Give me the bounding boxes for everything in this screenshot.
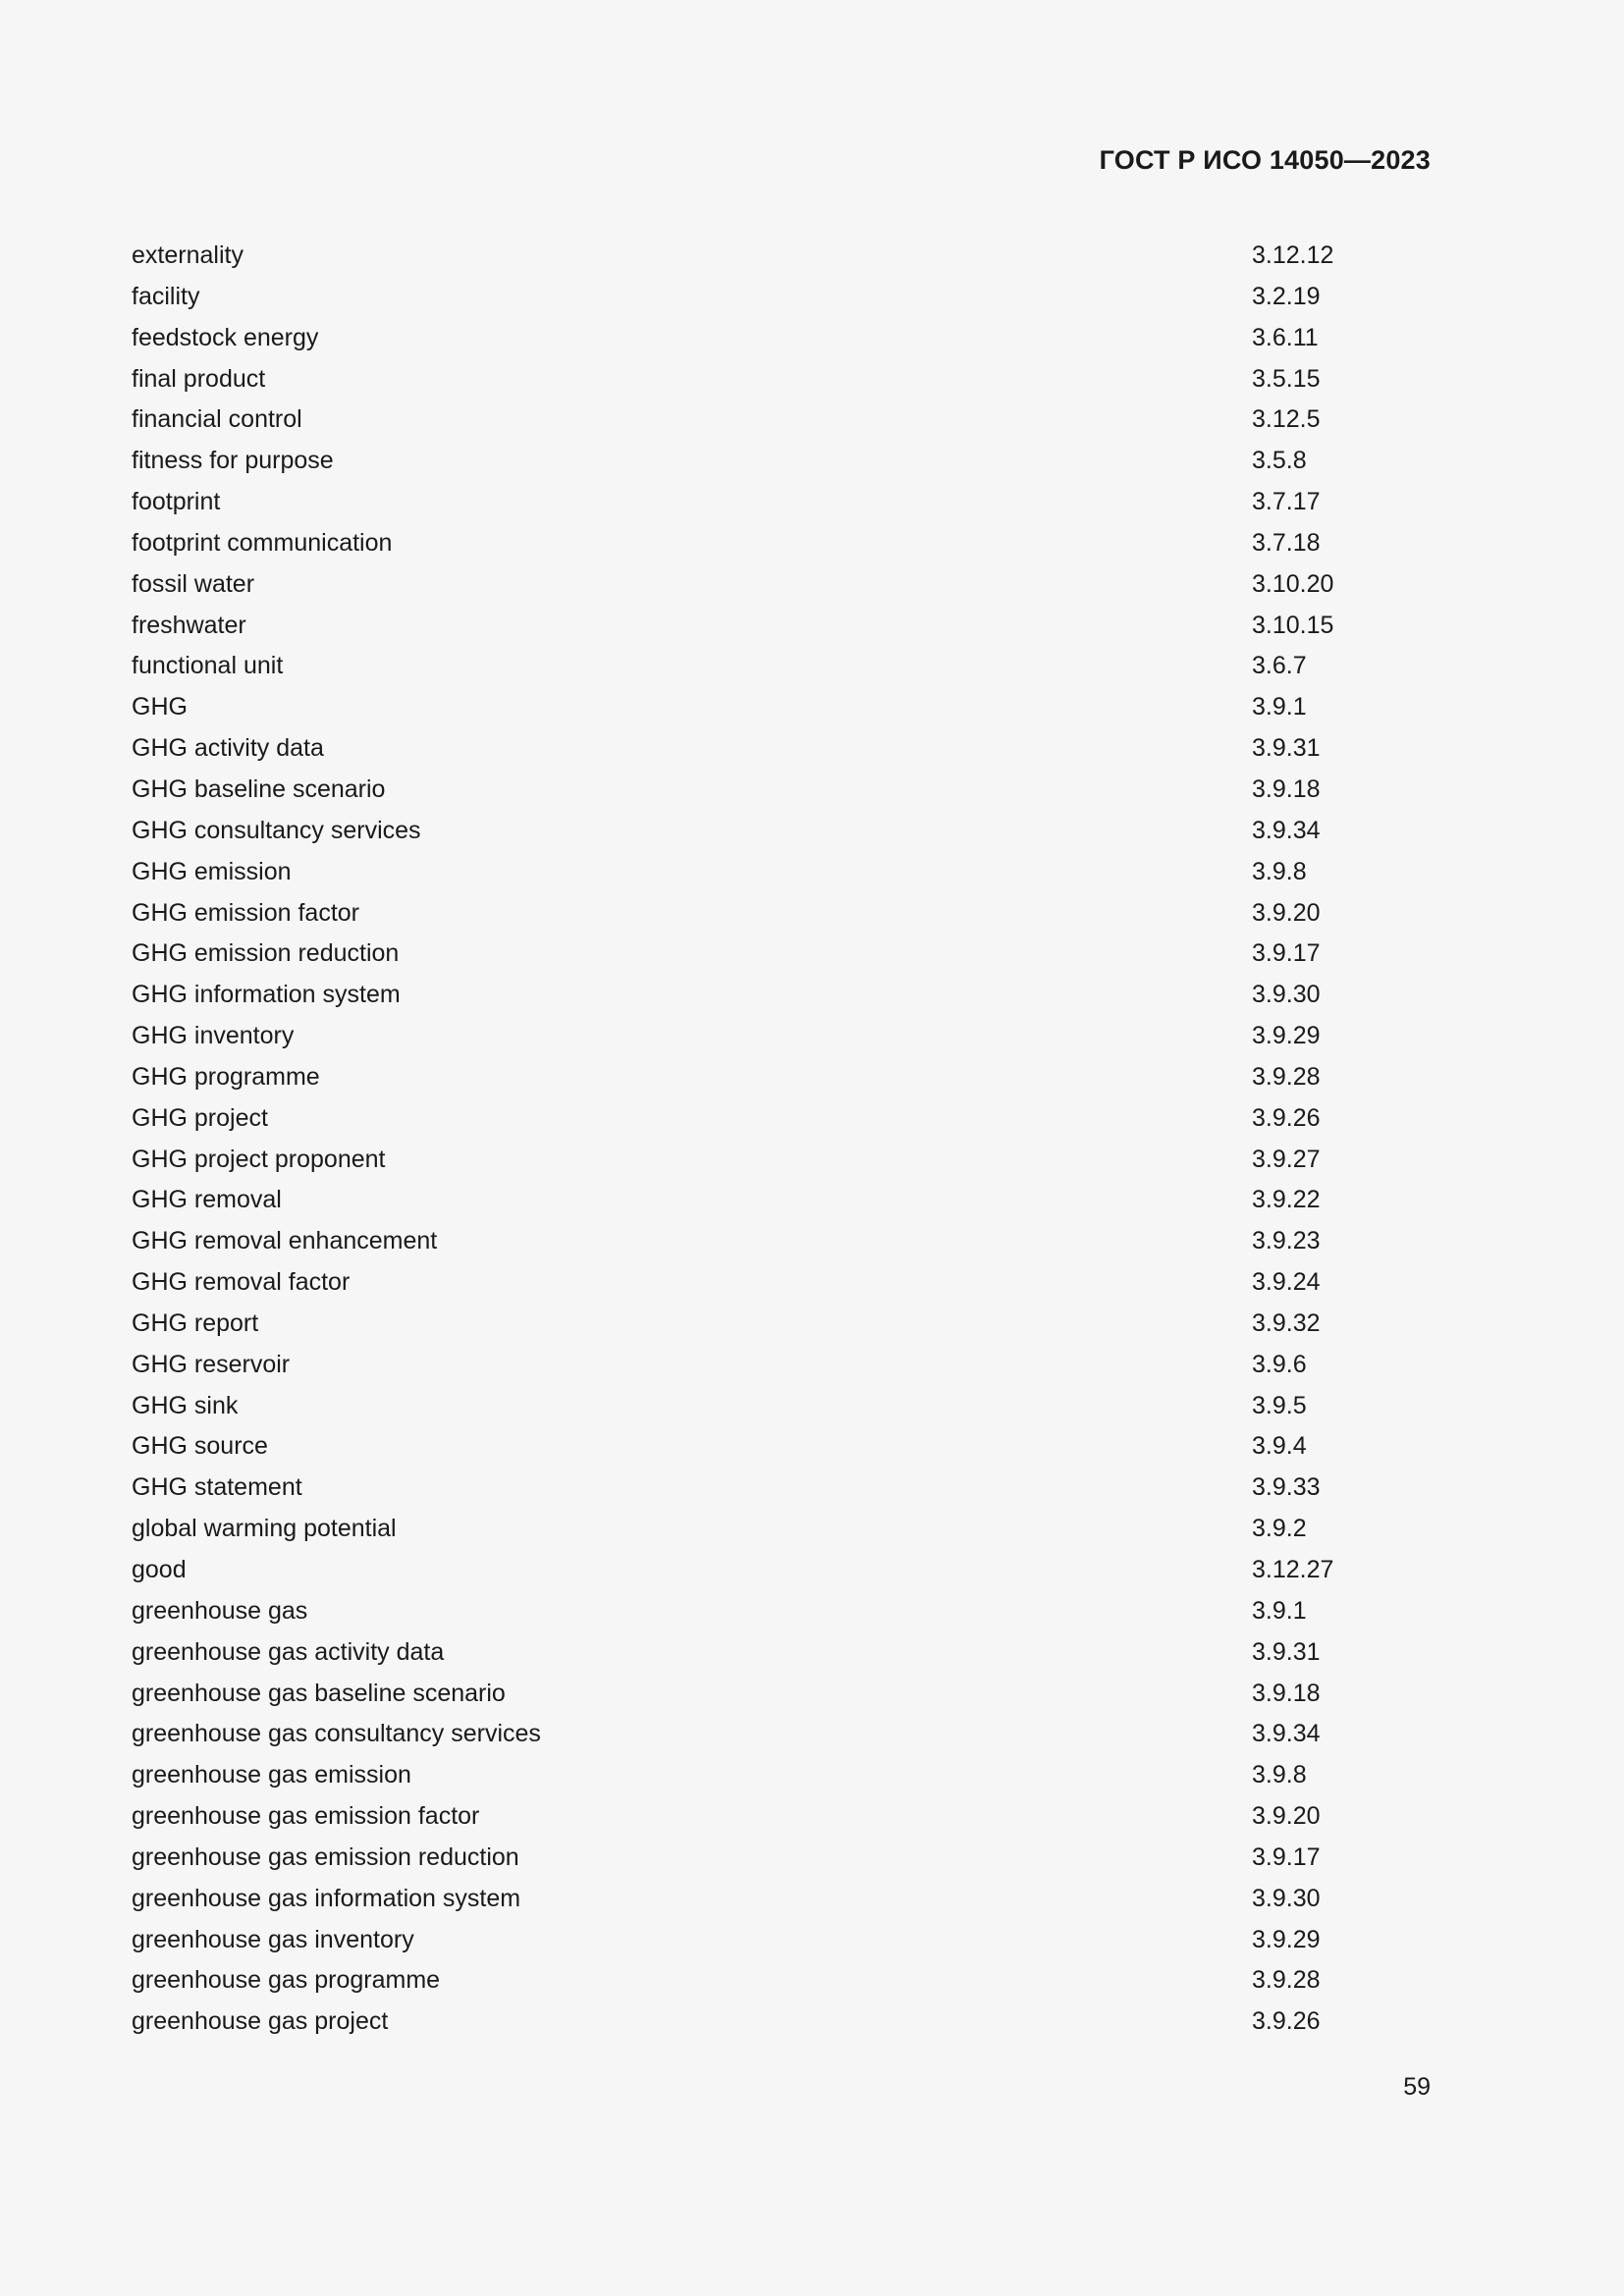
index-reference: 3.9.29 <box>1252 1022 1321 1050</box>
index-entry <box>132 277 1345 318</box>
index-reference: 3.9.34 <box>1252 816 1321 844</box>
index-term: feedstock energy <box>132 323 319 351</box>
index-entry <box>132 318 1345 359</box>
index-term: financial control <box>132 405 302 434</box>
index-entry <box>132 975 1345 1016</box>
term-index-list <box>132 236 1345 2043</box>
index-reference: 3.9.8 <box>1252 857 1307 885</box>
index-entry <box>132 1180 1345 1221</box>
index-reference: 3.9.34 <box>1252 1720 1321 1748</box>
index-term: greenhouse gas consultancy services <box>132 1720 541 1748</box>
index-term: GHG baseline scenario <box>132 774 386 803</box>
index-entry <box>132 1057 1345 1098</box>
index-reference: 3.9.5 <box>1252 1391 1307 1419</box>
index-reference: 3.12.12 <box>1252 241 1334 269</box>
index-entry <box>132 564 1345 606</box>
index-term: GHG consultancy services <box>132 816 421 844</box>
index-reference: 3.12.5 <box>1252 405 1321 434</box>
index-entry <box>132 359 1345 400</box>
index-entry <box>132 1098 1345 1140</box>
index-term: GHG removal factor <box>132 1268 351 1297</box>
index-term: greenhouse gas inventory <box>132 1925 414 1953</box>
index-term: GHG source <box>132 1432 268 1461</box>
index-term: GHG information system <box>132 981 401 1009</box>
index-term: greenhouse gas baseline scenario <box>132 1679 506 1707</box>
index-entry <box>132 934 1345 975</box>
index-term: GHG programme <box>132 1062 320 1091</box>
index-term: freshwater <box>132 611 246 639</box>
index-reference: 3.9.26 <box>1252 2007 1321 2036</box>
index-entry <box>132 1550 1345 1591</box>
document-header: ГОСТ Р ИСО 14050—2023 <box>1099 145 1431 175</box>
index-reference: 3.7.18 <box>1252 528 1321 557</box>
index-reference: 3.9.18 <box>1252 1679 1321 1707</box>
index-reference: 3.9.18 <box>1252 774 1321 803</box>
index-term: greenhouse gas emission <box>132 1761 411 1789</box>
index-term: GHG project proponent <box>132 1145 386 1173</box>
index-term: good <box>132 1556 187 1583</box>
index-reference: 3.6.11 <box>1252 323 1319 351</box>
index-term: greenhouse gas activity data <box>132 1637 445 1666</box>
index-entry <box>132 811 1345 852</box>
index-entry <box>132 1879 1345 1920</box>
index-reference: 3.9.17 <box>1252 939 1321 968</box>
index-reference: 3.6.7 <box>1252 652 1307 680</box>
index-reference: 3.9.31 <box>1252 734 1321 763</box>
index-reference: 3.9.31 <box>1252 1637 1321 1666</box>
index-reference: 3.9.28 <box>1252 1062 1321 1091</box>
index-entry <box>132 1140 1345 1181</box>
index-term: GHG project <box>132 1103 268 1132</box>
index-reference: 3.9.20 <box>1252 1802 1321 1831</box>
index-reference: 3.9.1 <box>1252 693 1307 721</box>
index-reference: 3.9.24 <box>1252 1268 1321 1297</box>
index-reference: 3.5.15 <box>1252 364 1321 393</box>
index-entry <box>132 1796 1345 1838</box>
index-reference: 3.9.26 <box>1252 1103 1321 1132</box>
index-reference: 3.9.17 <box>1252 1842 1321 1871</box>
index-entry <box>132 1468 1345 1509</box>
index-reference: 3.9.20 <box>1252 898 1321 927</box>
index-term: GHG emission reduction <box>132 939 400 968</box>
index-entry <box>132 1632 1345 1674</box>
index-reference: 3.9.33 <box>1252 1473 1321 1502</box>
index-entry <box>132 1304 1345 1345</box>
index-reference: 3.9.28 <box>1252 1966 1321 1995</box>
index-term: GHG activity data <box>132 734 324 763</box>
index-term: GHG removal <box>132 1186 282 1214</box>
index-reference: 3.9.22 <box>1252 1186 1321 1214</box>
index-reference: 3.9.23 <box>1252 1227 1321 1255</box>
index-reference: 3.2.19 <box>1252 282 1321 310</box>
index-term: greenhouse gas information system <box>132 1884 521 1912</box>
index-term: GHG inventory <box>132 1022 295 1050</box>
index-term: GHG statement <box>132 1473 302 1502</box>
index-term: footprint <box>132 488 221 516</box>
index-term: GHG <box>132 693 188 721</box>
index-reference: 3.9.2 <box>1252 1515 1307 1543</box>
index-term: greenhouse gas emission factor <box>132 1802 480 1831</box>
index-term: footprint communication <box>132 528 393 557</box>
index-entry <box>132 1755 1345 1796</box>
index-entry <box>132 893 1345 934</box>
index-entry <box>132 1674 1345 1715</box>
index-entry <box>132 1426 1345 1468</box>
index-term: GHG report <box>132 1308 259 1337</box>
index-reference: 3.10.20 <box>1252 569 1334 598</box>
index-term: final product <box>132 364 266 393</box>
index-entry <box>132 236 1345 277</box>
index-reference: 3.9.8 <box>1252 1761 1307 1789</box>
index-reference: 3.9.1 <box>1252 1596 1307 1625</box>
index-term: GHG emission factor <box>132 898 360 927</box>
index-reference: 3.5.8 <box>1252 447 1307 475</box>
index-term: global warming potential <box>132 1515 397 1543</box>
index-entry <box>132 441 1345 482</box>
index-entry <box>132 1838 1345 1879</box>
index-entry <box>132 1591 1345 1632</box>
page-number: 59 <box>1403 2073 1431 2101</box>
index-term: greenhouse gas <box>132 1596 308 1625</box>
index-reference: 3.9.32 <box>1252 1308 1321 1337</box>
index-reference: 3.9.29 <box>1252 1925 1321 1953</box>
index-reference: 3.9.4 <box>1252 1432 1307 1461</box>
index-entry <box>132 1714 1345 1755</box>
index-entry <box>132 1920 1345 1961</box>
index-term: externality <box>132 241 244 269</box>
index-reference: 3.9.30 <box>1252 1884 1321 1912</box>
index-reference: 3.12.27 <box>1252 1556 1334 1583</box>
index-reference: 3.9.27 <box>1252 1145 1321 1173</box>
index-entry <box>132 728 1345 770</box>
index-term: GHG reservoir <box>132 1350 291 1378</box>
index-term: greenhouse gas emission reduction <box>132 1842 519 1871</box>
index-term: GHG emission <box>132 857 292 885</box>
index-entry <box>132 1345 1345 1386</box>
index-entry <box>132 2002 1345 2043</box>
index-entry <box>132 523 1345 564</box>
index-entry <box>132 770 1345 811</box>
index-term: greenhouse gas programme <box>132 1966 441 1995</box>
index-entry <box>132 1386 1345 1427</box>
index-term: greenhouse gas project <box>132 2007 389 2036</box>
index-term: GHG removal enhancement <box>132 1227 438 1255</box>
index-entry <box>132 1509 1345 1550</box>
index-term: functional unit <box>132 652 284 680</box>
index-entry <box>132 646 1345 687</box>
index-reference: 3.9.30 <box>1252 981 1321 1009</box>
index-entry <box>132 1016 1345 1057</box>
index-term: fitness for purpose <box>132 447 334 475</box>
index-entry <box>132 1262 1345 1304</box>
index-reference: 3.7.17 <box>1252 488 1321 516</box>
index-reference: 3.9.6 <box>1252 1350 1307 1378</box>
index-reference: 3.10.15 <box>1252 611 1334 639</box>
index-entry <box>132 687 1345 728</box>
index-term: fossil water <box>132 569 255 598</box>
index-entry <box>132 606 1345 647</box>
index-entry <box>132 400 1345 441</box>
index-term: GHG sink <box>132 1391 239 1419</box>
index-entry <box>132 482 1345 523</box>
index-entry <box>132 852 1345 893</box>
index-entry <box>132 1960 1345 2002</box>
index-term: facility <box>132 282 200 310</box>
index-entry <box>132 1221 1345 1262</box>
